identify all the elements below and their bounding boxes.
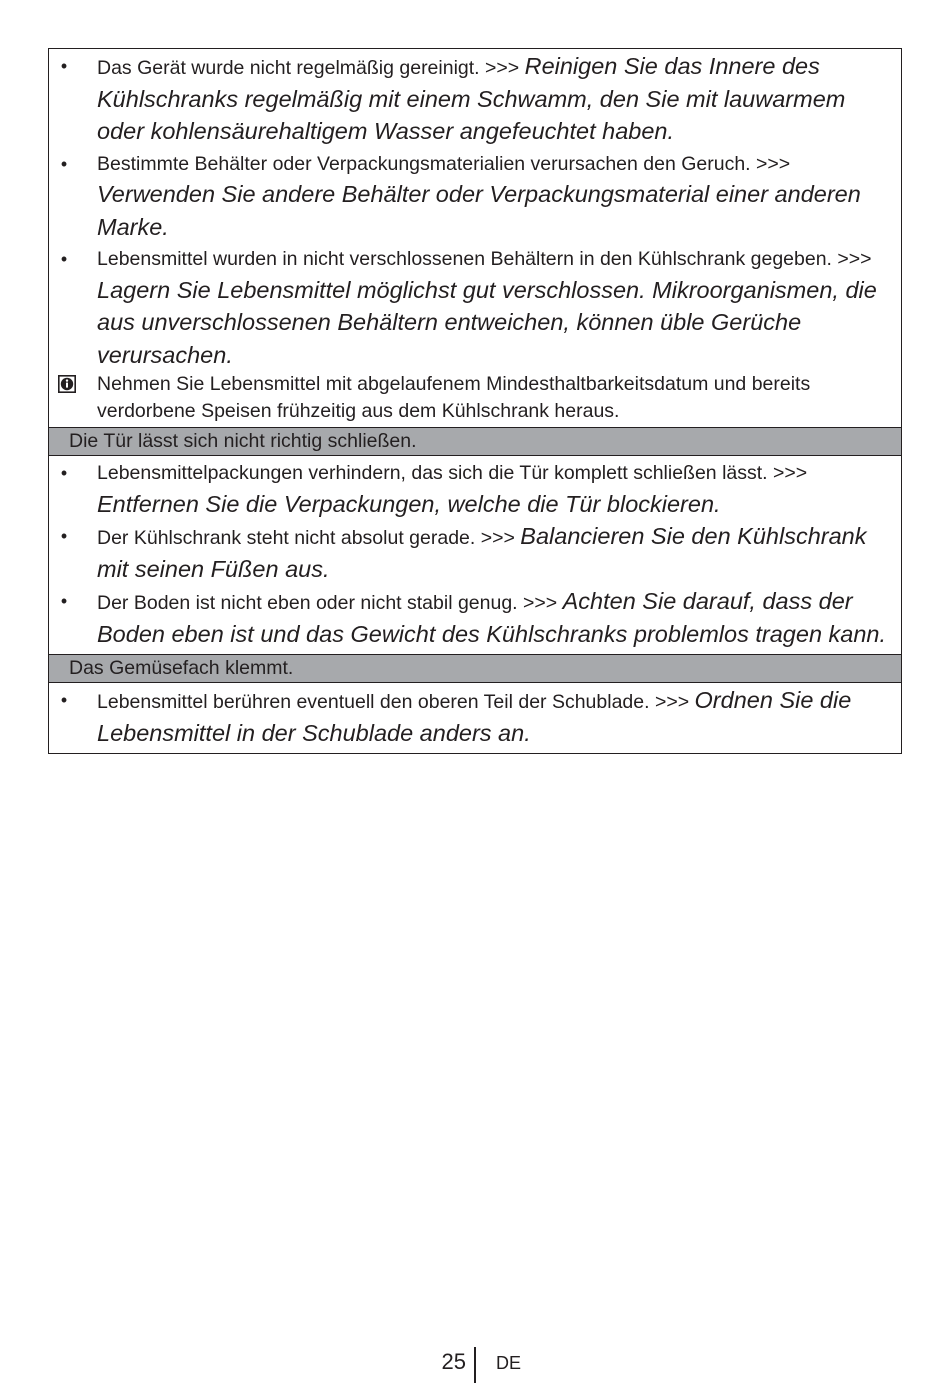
remedy-text: Balancieren Sie den Kühlschrank mit seinen Füßen aus. (97, 523, 867, 582)
cause-text: Der Kühlschrank steht nicht absolut gerade. >>> (97, 527, 521, 549)
list-item (49, 686, 901, 753)
page-footer (0, 1347, 950, 1383)
list-item (49, 150, 901, 246)
cause-text: Bestimmte Behälter oder Verpackungsmaterialien verursachen den Geruch. >>> (97, 152, 791, 175)
cause-text: Lebensmittelpackungen verhindern, das sich die Tür komplett schließen lässt. >>> (97, 462, 808, 484)
bullet: • (60, 526, 68, 546)
bullet: • (60, 56, 68, 76)
cause-text: Lebensmittel wurden in nicht verschlossenen Behältern in den Kühlschrank gegeben. >>> (97, 248, 872, 270)
list-item (49, 522, 901, 587)
section-odor (49, 49, 901, 427)
section-crisper (49, 683, 901, 753)
cause-text: Lebensmittel berühren eventuell den oberen Teil der Schublade. >>> (97, 691, 695, 713)
remedy-text: Reinigen Sie das Innere des Kühlschranks regelmäßig mit einem Schwamm, den Sie mit lauwarmem oder kohlensäurehaltigem Wasser angefeuchtet haben. (97, 53, 846, 144)
remedy-text: Lagern Sie Lebensmittel möglichst gut verschlossen. Mikroorganismen, die aus unverschlossenen Behältern entweichen, können üble Gerüche verursachen. (97, 276, 877, 368)
page-number: 25 (441, 1349, 466, 1374)
section-door (49, 456, 901, 654)
bullet: • (60, 463, 68, 483)
bullet: • (60, 591, 68, 611)
bullet: • (60, 690, 68, 710)
list-item (49, 245, 901, 373)
remedy-text: Verwenden Sie andere Behälter oder Verpackungsmaterial einer anderen Marke. (97, 181, 861, 240)
troubleshooting-table (48, 48, 902, 754)
cause-text: Der Boden ist nicht eben oder nicht stabil genug. >>> (97, 592, 563, 614)
remedy-text: Ordnen Sie die Lebensmittel in der Schublade anders an. (97, 687, 852, 746)
remedy-text: Entfernen Sie die Verpackungen, welche die Tür blockieren. (97, 490, 721, 517)
info-note (49, 371, 901, 427)
list-item (49, 459, 901, 522)
remedy-text: Achten Sie darauf, dass der Boden eben ist und das Gewicht des Kühlschranks problemlos tragen kann. (97, 588, 887, 647)
section-header-door: Die Tür lässt sich nicht richtig schließen. (49, 427, 901, 456)
bullet: • (60, 249, 68, 269)
info-icon (58, 375, 76, 393)
cause-text: Das Gerät wurde nicht regelmäßig gereinigt. >>> (97, 57, 525, 79)
list-item (49, 52, 901, 150)
footer-divider (474, 1347, 476, 1383)
list-item (49, 587, 901, 654)
language-code: DE (496, 1353, 522, 1373)
bullet: • (60, 153, 68, 174)
note-text: Nehmen Sie Lebensmittel mit abgelaufenem Mindesthaltbarkeitsdatum und bereits verdorbene Speisen frühzeitig aus dem Kühlschrank heraus. (97, 373, 811, 422)
section-header-crisper: Das Gemüsefach klemmt. (49, 654, 901, 683)
